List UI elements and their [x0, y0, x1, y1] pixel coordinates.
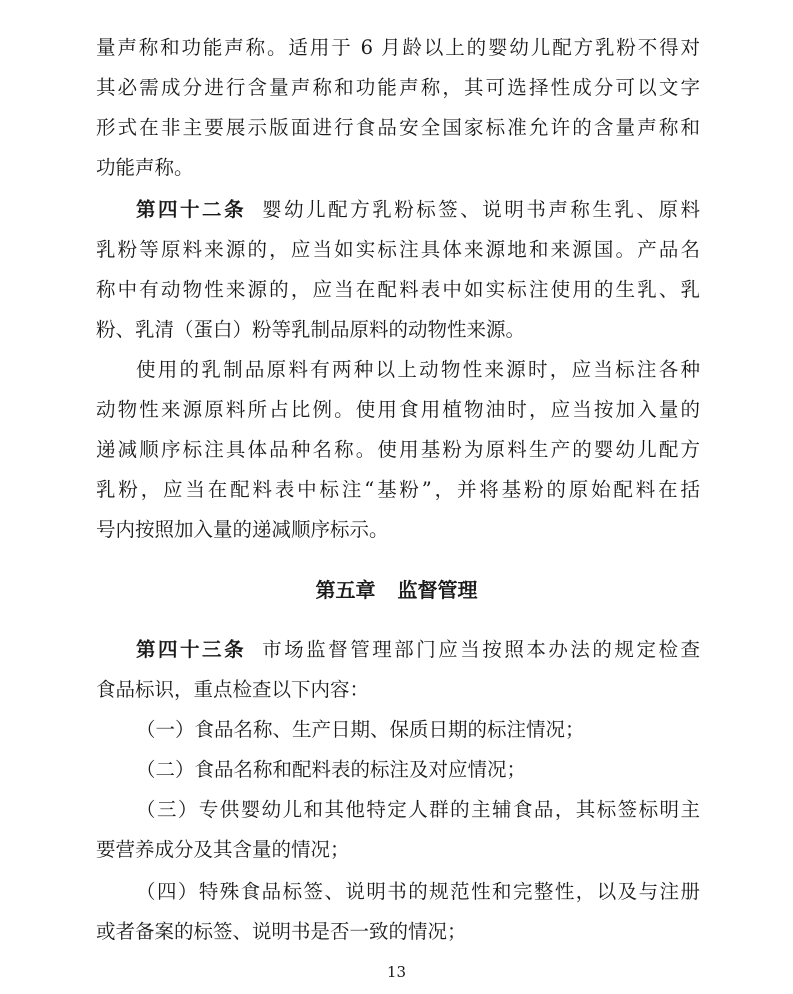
list-item: （四）特殊食品标签、说明书的规范性和完整性，以及与注册 — [136, 880, 700, 903]
paragraph-line: 乳粉，应当在配料表中标注“基粉”，并将基粉的原始配料在括 — [96, 478, 700, 501]
article-43-first-line — [136, 630, 700, 670]
paragraph-line: 号内按照加入量的递减顺序标示。 — [96, 518, 389, 541]
list-item: （二）食品名称和配料表的标注及对应情况； — [136, 758, 527, 781]
article-42-title: 第四十二条 — [136, 198, 247, 221]
article-42-first-line — [136, 190, 700, 230]
chapter-number: 第五章 — [315, 578, 376, 602]
list-item-continuation: 或者备案的标签、说明书是否一致的情况； — [96, 920, 467, 943]
paragraph-line: 食品标识，重点检查以下内容： — [96, 678, 370, 701]
article-43-title: 第四十三条 — [136, 638, 247, 661]
list-item-continuation: 要营养成分及其含量的情况； — [96, 838, 350, 861]
paragraph-line: 乳粉等原料来源的，应当如实标注具体来源地和来源国。产品名 — [96, 238, 700, 261]
paragraph-line: 动物性来源原料所占比例。使用食用植物油时，应当按加入量的 — [96, 398, 700, 421]
paragraph-line: 量声称和功能声称。适用于 6 月龄以上的婴幼儿配方乳粉不得对 — [96, 36, 700, 59]
paragraph-line: 递减顺序标注具体品种名称。使用基粉为原料生产的婴幼儿配方 — [96, 438, 700, 461]
list-item: （三）专供婴幼儿和其他特定人群的主辅食品，其标签标明主 — [136, 798, 700, 821]
paragraph-line: 功能声称。 — [96, 156, 194, 179]
page-number: 13 — [386, 963, 407, 981]
paragraph-line: 使用的乳制品原料有两种以上动物性来源时，应当标注各种 — [136, 358, 700, 381]
list-item: （一）食品名称、生产日期、保质日期的标注情况； — [136, 718, 585, 741]
paragraph-line: 市场监督管理部门应当按照本办法的规定检查 — [262, 638, 700, 661]
paragraph-line: 粉、乳清（蛋白）粉等乳制品原料的动物性来源。 — [96, 318, 526, 341]
paragraph-line: 婴幼儿配方乳粉标签、说明书声称生乳、原料 — [262, 198, 700, 221]
chapter-heading — [0, 570, 793, 610]
paragraph-line: 称中有动物性来源的，应当在配料表中如实标注使用的生乳、乳 — [96, 278, 700, 301]
paragraph-line: 其必需成分进行含量声称和功能声称，其可选择性成分可以文字 — [96, 76, 700, 99]
paragraph-line: 形式在非主要展示版面进行食品安全国家标准允许的含量声称和 — [96, 116, 700, 139]
chapter-title: 监督管理 — [397, 578, 478, 602]
